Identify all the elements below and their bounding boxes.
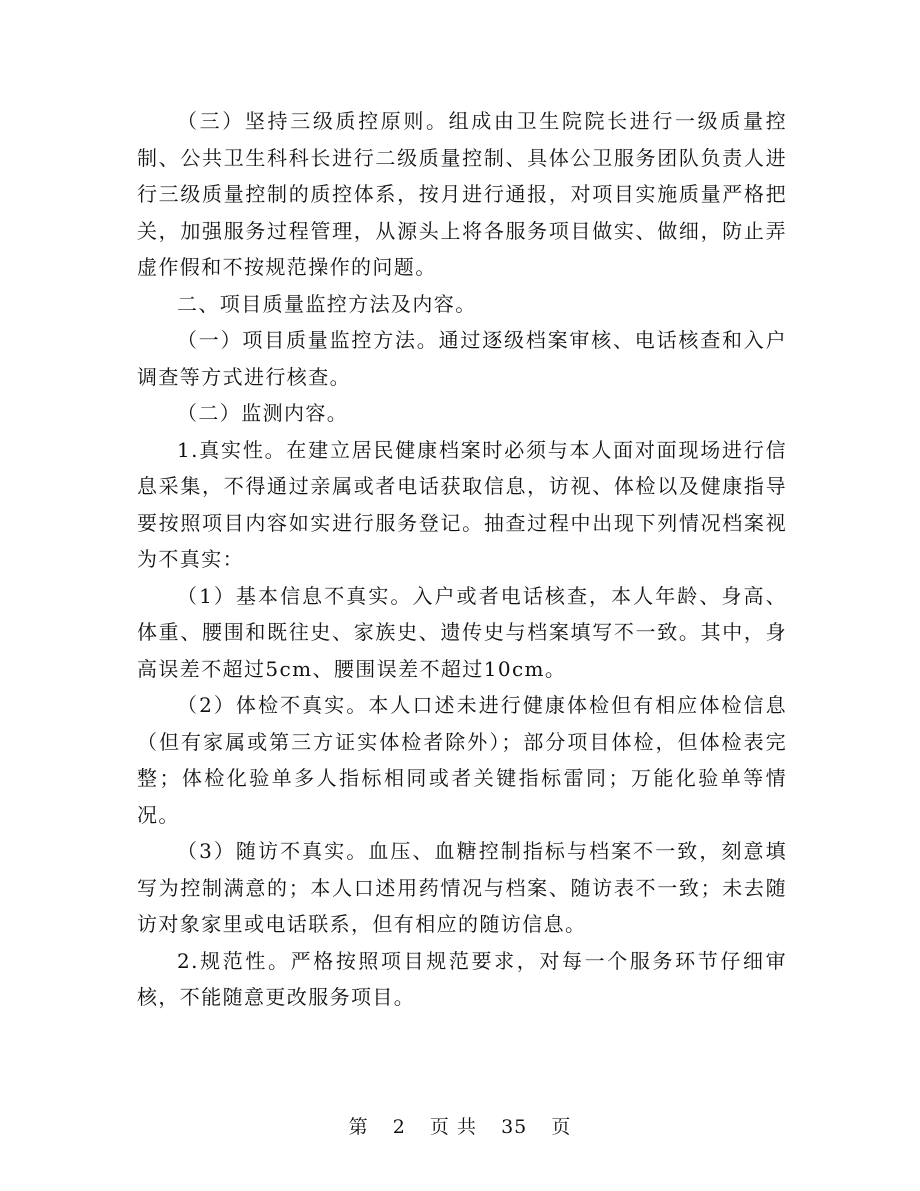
footer-current-page: 2 xyxy=(392,1116,406,1138)
section-heading-monitoring-methods: 二、项目质量监控方法及内容。 xyxy=(177,291,477,316)
paragraph-standardization: 2.规范性。严格按照项目规范要求，对每一个服务环节仔细审核，不能随意更改服务项目。 xyxy=(137,948,787,1009)
paragraph-physical-exam: （2）体检不真实。本人口述未进行健康体检但有相应体检信息（但有家属或第三方证实体检者除外）；部分项目体检，但体检表完整；体检化验单多人指标相同或者关键指标雷同；万能化验单等情况。 xyxy=(137,693,787,827)
document-body xyxy=(137,103,787,1016)
paragraph-basic-info: （1）基本信息不真实。入户或者电话核查，本人年龄、身高、体重、腰围和既往史、家族史、遗传史与档案填写不一致。其中，身高误差不超过5cm、腰围误差不超过10cm。 xyxy=(137,583,787,681)
paragraph-follow-up: （3）随访不真实。血压、血糖控制指标与档案不一致，刻意填写为控制满意的；本人口述用药情况与档案、随访表不一致；未去随访对象家里或电话联系，但有相应的随访信息。 xyxy=(137,839,787,936)
paragraph-monitoring-content-heading: （二）监测内容。 xyxy=(177,401,349,425)
paragraph-monitoring-method: （一）项目质量监控方法。通过逐级档案审核、电话核查和入户调查等方式进行核查。 xyxy=(137,328,787,389)
footer-middle: 页 共 xyxy=(429,1116,477,1138)
page-footer xyxy=(0,1112,920,1139)
footer-suffix: 页 xyxy=(551,1116,572,1138)
footer-prefix: 第 xyxy=(348,1116,369,1138)
paragraph-authenticity: 1.真实性。在建立居民健康档案时必须与本人面对面现场进行信息采集，不得通过亲属或者电话获取信息，访视、体检以及健康指导要按照项目内容如实进行服务登记。抽查过程中出现下列情况档案视为不真实： xyxy=(137,437,787,571)
paragraph-quality-control-principle: （三）坚持三级质控原则。组成由卫生院院长进行一级质量控制、公共卫生科科长进行二级质量控制、具体公卫服务团队负责人进行三级质量控制的质控体系，按月进行通报，对项目实施质量严格把关，加强服务过程管理，从源头上将各服务项目做实、做细，防止弄虚作假和不按规范操作的问题。 xyxy=(137,109,787,279)
footer-total-pages: 35 xyxy=(501,1116,528,1138)
